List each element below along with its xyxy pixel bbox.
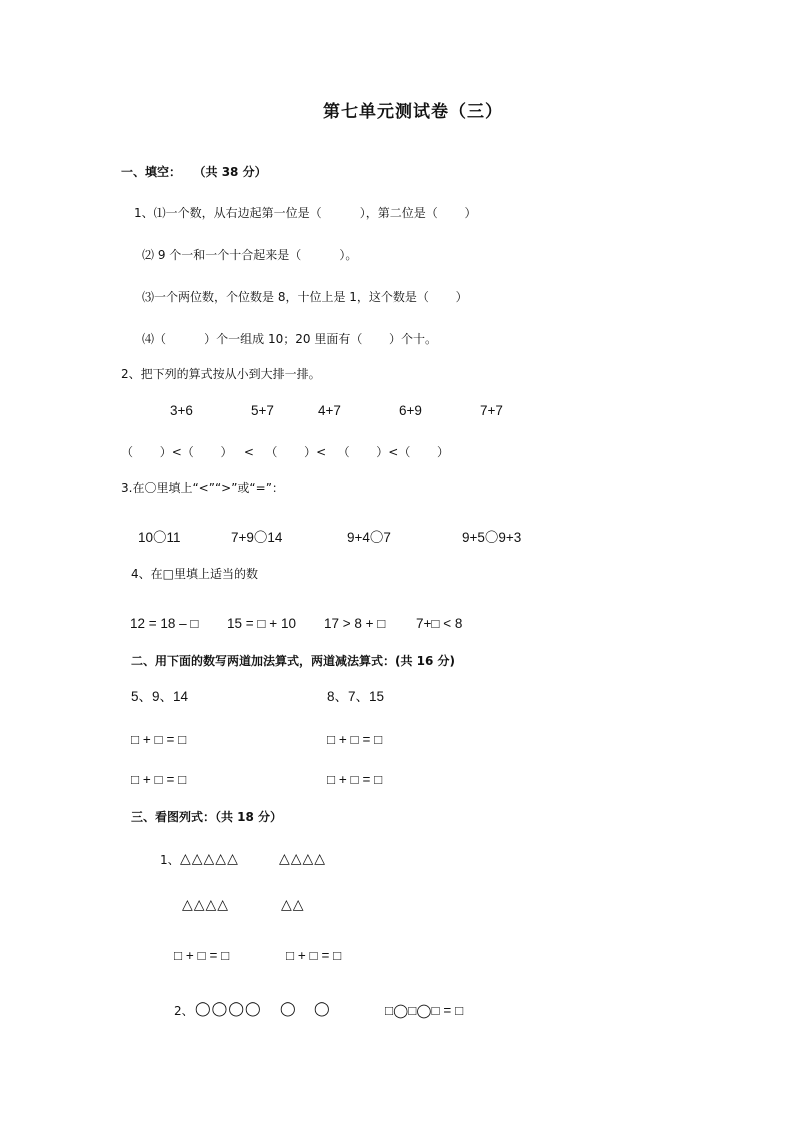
q2-expression: 4+7 [318,403,341,418]
q4-item: 17 > 8 + □ [324,616,386,631]
page-title: 第七单元测试卷（三） [323,102,503,122]
formula-blank: □ + □ = □ [174,948,230,963]
q4-item: 15 = □ + 10 [227,616,296,631]
triangle-group: △△ [281,897,305,913]
s3-q2-label: 2、 [174,1004,194,1018]
question-1-4: ⑷（ ）个一组成 10；20 里面有（ ）个十。 [142,332,438,346]
q4-item: 7+□ < 8 [416,616,463,631]
q2-expression: 3+6 [170,403,193,418]
formula-blank: □◯□◯□ = □ [385,1003,464,1018]
question-1-1: 1、⑴一个数，从右边起第一位是（ ），第二位是（ ） [134,206,477,220]
triangle-group: △△△△ [182,897,230,913]
section-3-heading: 三、看图列式：（共 18 分） [131,810,283,824]
q3-item: 9+5〇9+3 [462,530,522,545]
q3-item: 9+4〇7 [347,530,391,545]
q2-order-blanks: （ ）<（ ） < （ ）< （ ）<（ ） [121,445,450,459]
circle-group: ◯◯◯◯ [195,1001,262,1017]
q4-item: 12 = 18 – □ [130,616,199,631]
number-set-right: 8、7、15 [327,689,385,704]
question-3: 3.在〇里填上“<”“>”或“=”： [121,481,284,495]
q2-expression: 7+7 [480,403,503,418]
section-1-heading: 一、填空： （共 38 分） [121,165,267,179]
q2-expression: 5+7 [251,403,274,418]
q3-item: 10〇11 [138,530,181,545]
triangle-group: △△△△ [279,851,327,867]
question-4: 4、在□里填上适当的数 [131,567,258,581]
triangle-group: △△△△△ [180,851,239,867]
formula-blank: □ + □ = □ [327,732,383,747]
question-2: 2、把下列的算式按从小到大排一排。 [121,367,321,381]
number-set-left: 5、9、14 [131,689,189,704]
circle-group: ◯ [280,1001,297,1017]
question-1-3: ⑶一个两位数，个位数是 8，十位上是 1，这个数是（ ） [142,290,468,304]
formula-blank: □ + □ = □ [131,732,187,747]
q3-item: 7+9〇14 [231,530,283,545]
s3-q1-label: 1、 [160,853,180,867]
q2-expression: 6+9 [399,403,422,418]
circle-group: ◯ [314,1001,331,1017]
section-2-heading: 二、用下面的数写两道加法算式，两道减法算式：(共 16 分) [131,654,456,668]
formula-blank: □ + □ = □ [131,772,187,787]
formula-blank: □ + □ = □ [286,948,342,963]
question-1-2: ⑵ 9 个一和一个十合起来是（ ）。 [142,248,358,262]
formula-blank: □ + □ = □ [327,772,383,787]
